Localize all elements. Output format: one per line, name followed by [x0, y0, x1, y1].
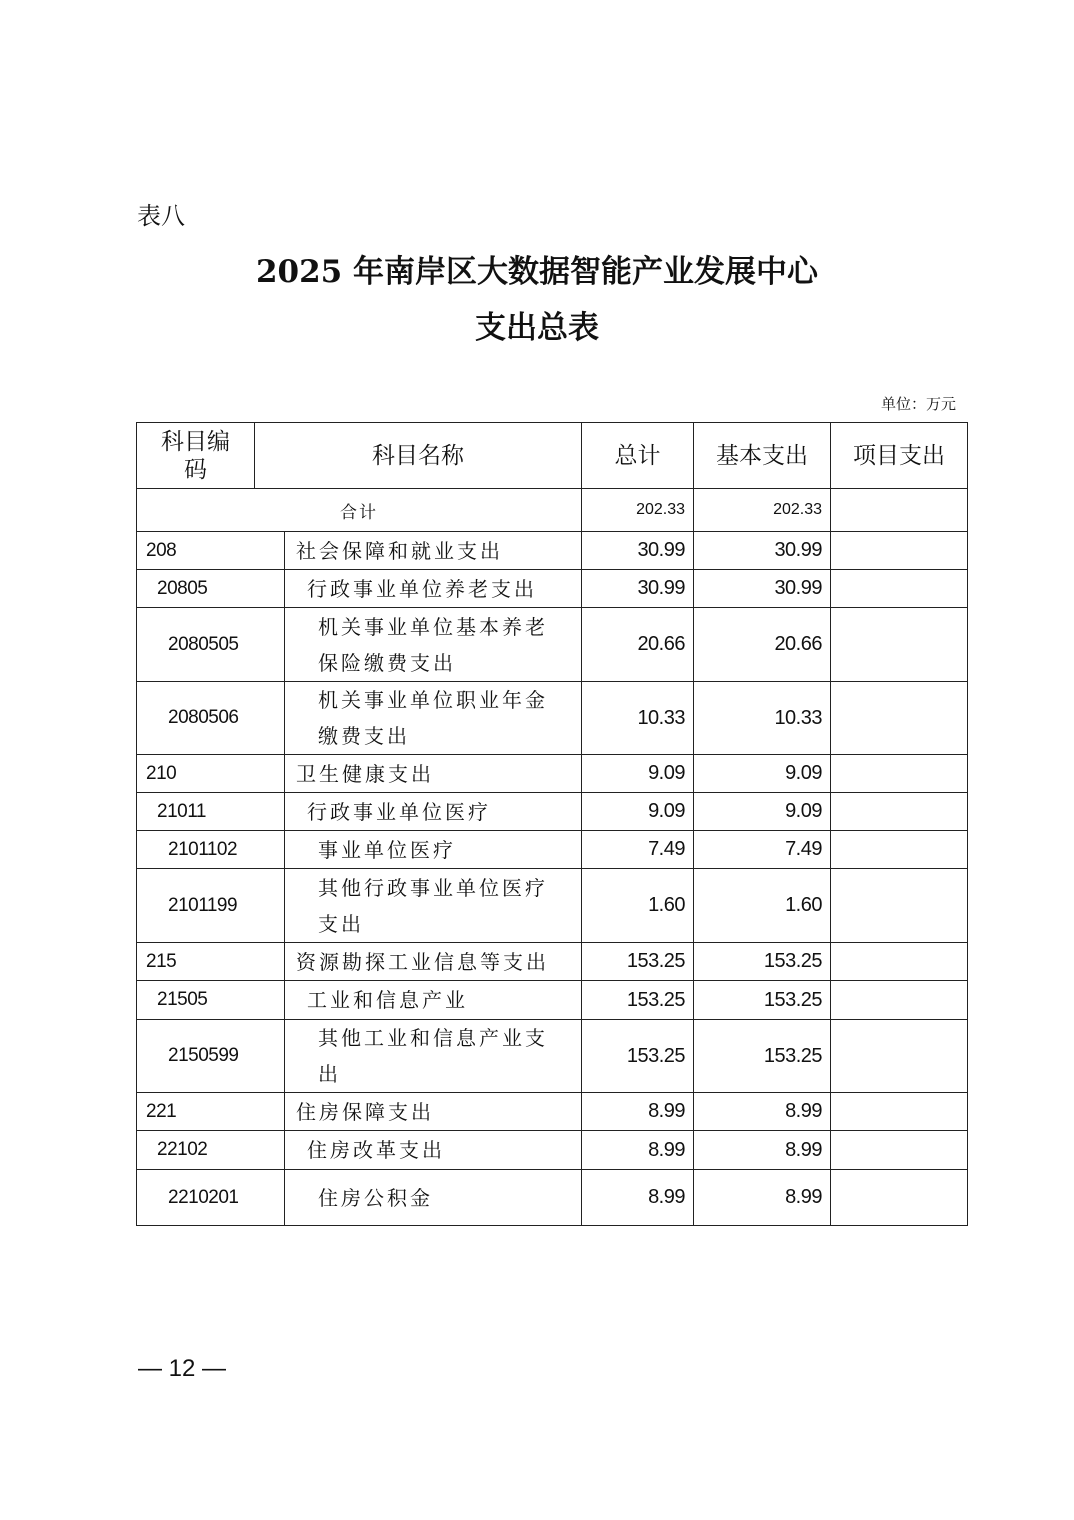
- table-row: [137, 532, 968, 570]
- row-total: 7.49: [582, 831, 694, 869]
- row-basic: 153.25: [694, 1020, 831, 1093]
- total-label: 合计: [137, 489, 582, 532]
- table-row: [137, 1131, 968, 1170]
- row-name: 卫生健康支出: [285, 755, 582, 793]
- row-name: 行政事业单位养老支出: [285, 570, 582, 608]
- row-name: 工业和信息产业: [285, 981, 582, 1020]
- column-header-name: 科目名称: [255, 423, 582, 489]
- row-name: 机关事业单位职业年金缴费支出: [285, 682, 582, 755]
- row-code: 208: [137, 532, 285, 570]
- row-basic: 8.99: [694, 1131, 831, 1170]
- row-basic: 7.49: [694, 831, 831, 869]
- row-name: 其他行政事业单位医疗支出: [285, 869, 582, 943]
- table-row: [137, 755, 968, 793]
- row-code: 2101102: [137, 831, 285, 869]
- unit-label: 单位：万元: [880, 395, 956, 413]
- row-project: [831, 1170, 968, 1226]
- row-total: 153.25: [582, 981, 694, 1020]
- row-total: 153.25: [582, 943, 694, 981]
- table-row: [137, 682, 968, 755]
- row-total: 153.25: [582, 1020, 694, 1093]
- row-basic: 153.25: [694, 981, 831, 1020]
- row-project: [831, 570, 968, 608]
- expenditure-table: [136, 422, 968, 1226]
- row-name: 其他工业和信息产业支出: [285, 1020, 582, 1093]
- table-row: [137, 869, 968, 943]
- row-project: [831, 1093, 968, 1131]
- row-basic: 10.33: [694, 682, 831, 755]
- document-subtitle: 支出总表: [475, 310, 599, 346]
- row-code: 2150599: [137, 1020, 285, 1093]
- row-project: [831, 793, 968, 831]
- row-name: 机关事业单位基本养老保险缴费支出: [285, 608, 582, 682]
- total-total: 202.33: [582, 489, 694, 532]
- row-name: 社会保障和就业支出: [285, 532, 582, 570]
- row-name: 住房公积金: [285, 1170, 582, 1226]
- row-code: 210: [137, 755, 285, 793]
- row-code: 2101199: [137, 869, 285, 943]
- row-code: 2210201: [137, 1170, 285, 1226]
- row-project: [831, 682, 968, 755]
- row-project: [831, 1020, 968, 1093]
- table-row: [137, 831, 968, 869]
- row-code: 2080505: [137, 608, 285, 682]
- row-total: 9.09: [582, 793, 694, 831]
- table-row: [137, 793, 968, 831]
- total-project: [831, 489, 968, 532]
- table-row: [137, 1170, 968, 1226]
- row-code: 21011: [137, 793, 285, 831]
- row-basic: 30.99: [694, 570, 831, 608]
- row-basic: 30.99: [694, 532, 831, 570]
- row-total: 20.66: [582, 608, 694, 682]
- column-header-project: 项目支出: [831, 423, 968, 489]
- table-row: [137, 608, 968, 682]
- document-title: 2025 年南岸区大数据智能产业发展中心: [255, 254, 819, 290]
- table-row: [137, 570, 968, 608]
- total-basic: 202.33: [694, 489, 831, 532]
- page-number: — 12 —: [138, 1355, 227, 1382]
- row-code: 215: [137, 943, 285, 981]
- column-header-code: 科目编码: [137, 423, 255, 489]
- table-row: [137, 943, 968, 981]
- row-project: [831, 981, 968, 1020]
- row-project: [831, 755, 968, 793]
- column-header-basic: 基本支出: [694, 423, 831, 489]
- row-total: 8.99: [582, 1170, 694, 1226]
- row-total: 8.99: [582, 1131, 694, 1170]
- row-project: [831, 831, 968, 869]
- row-code: 21505: [137, 981, 285, 1020]
- table-row: [137, 1093, 968, 1131]
- row-basic: 8.99: [694, 1093, 831, 1131]
- column-header-total: 总计: [582, 423, 694, 489]
- row-name: 事业单位医疗: [285, 831, 582, 869]
- row-total: 30.99: [582, 570, 694, 608]
- table-row: [137, 981, 968, 1020]
- table-header-row: [137, 423, 968, 489]
- row-code: 20805: [137, 570, 285, 608]
- row-basic: 8.99: [694, 1170, 831, 1226]
- row-name: 住房改革支出: [285, 1131, 582, 1170]
- row-code: 22102: [137, 1131, 285, 1170]
- row-project: [831, 869, 968, 943]
- row-basic: 9.09: [694, 793, 831, 831]
- table-label: 表八: [137, 202, 185, 230]
- row-name: 行政事业单位医疗: [285, 793, 582, 831]
- row-basic: 20.66: [694, 608, 831, 682]
- row-name: 资源勘探工业信息等支出: [285, 943, 582, 981]
- row-total: 30.99: [582, 532, 694, 570]
- row-total: 1.60: [582, 869, 694, 943]
- row-code: 221: [137, 1093, 285, 1131]
- row-basic: 153.25: [694, 943, 831, 981]
- row-total: 8.99: [582, 1093, 694, 1131]
- row-total: 10.33: [582, 682, 694, 755]
- row-code: 2080506: [137, 682, 285, 755]
- row-project: [831, 943, 968, 981]
- row-basic: 1.60: [694, 869, 831, 943]
- row-project: [831, 1131, 968, 1170]
- row-project: [831, 532, 968, 570]
- row-project: [831, 608, 968, 682]
- row-name: 住房保障支出: [285, 1093, 582, 1131]
- row-total: 9.09: [582, 755, 694, 793]
- total-row: [137, 489, 968, 532]
- row-basic: 9.09: [694, 755, 831, 793]
- table-row: [137, 1020, 968, 1093]
